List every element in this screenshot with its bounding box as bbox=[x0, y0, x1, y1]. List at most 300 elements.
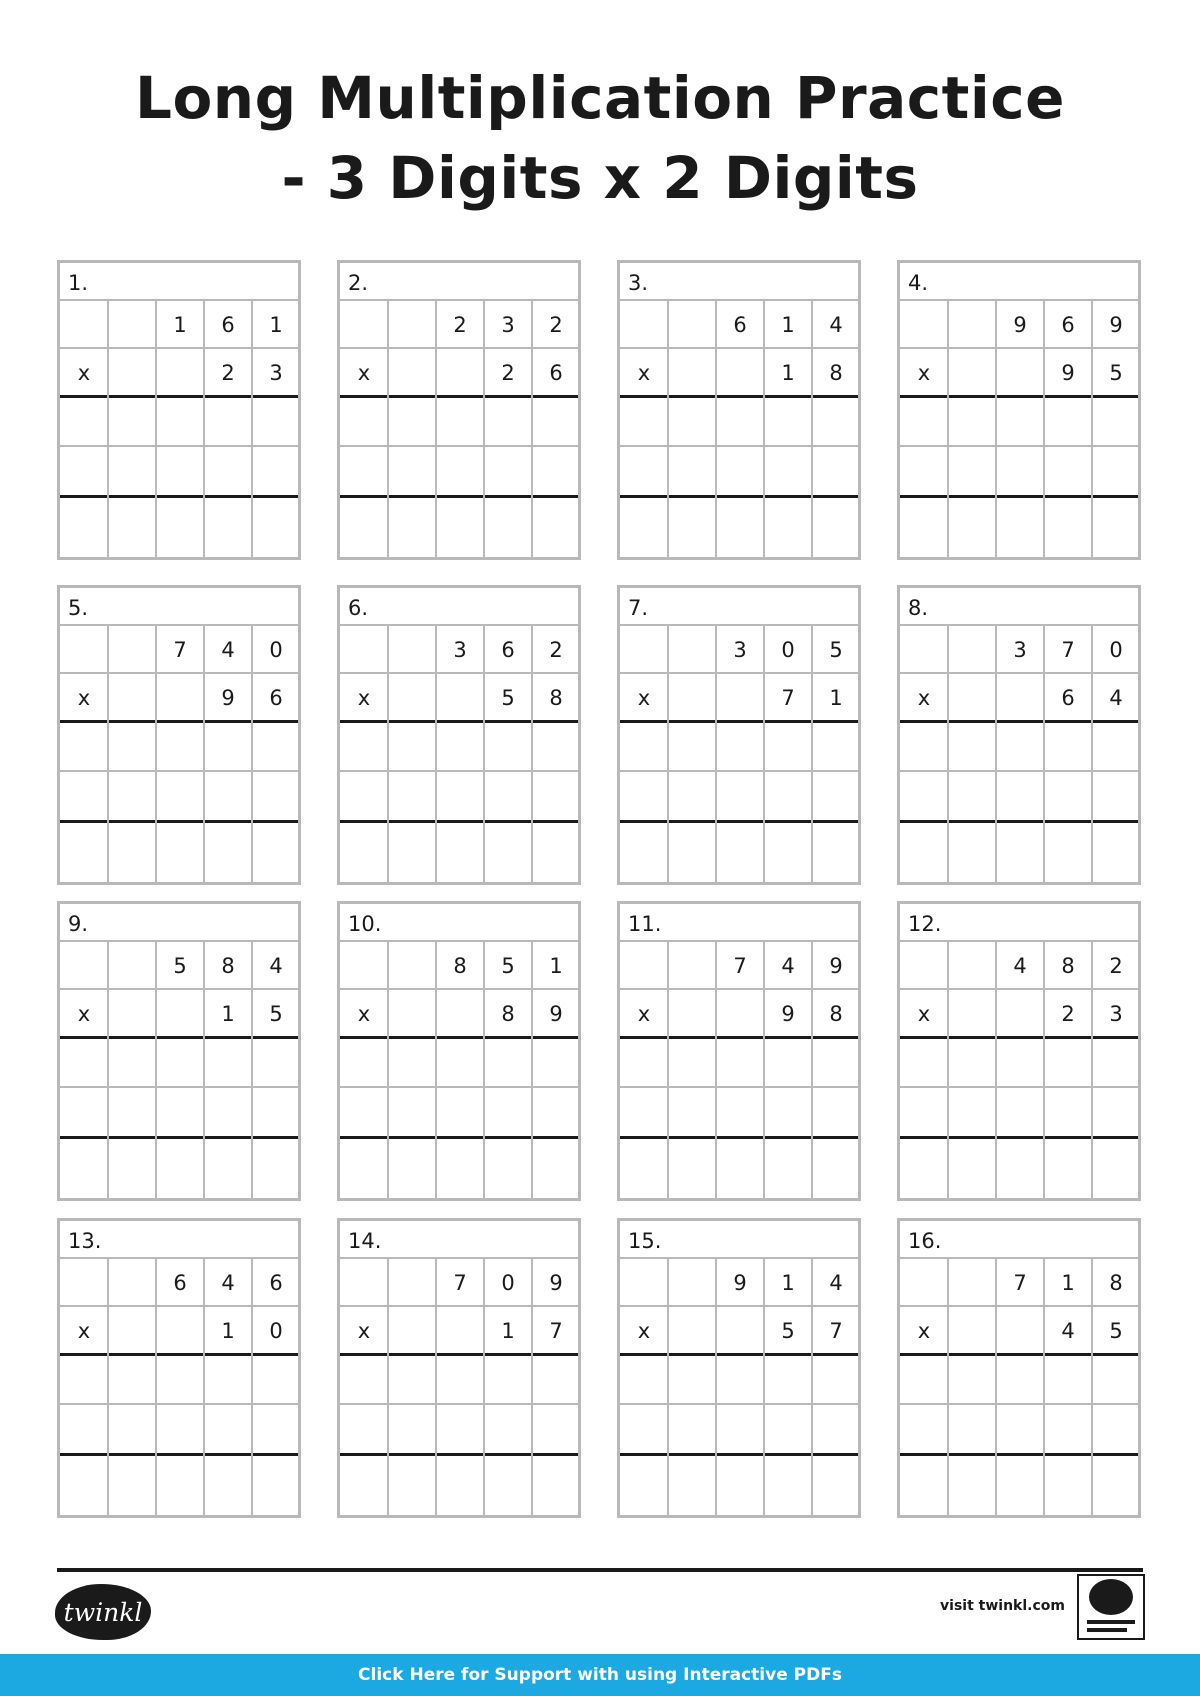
problem-15 bbox=[617, 1218, 861, 1518]
answer-cell[interactable] bbox=[388, 497, 436, 551]
answer-cell[interactable] bbox=[388, 1038, 436, 1088]
answer-cell[interactable] bbox=[1092, 722, 1140, 772]
answer-cell[interactable] bbox=[620, 497, 668, 551]
answer-cell[interactable] bbox=[812, 1088, 860, 1138]
multiply-sign: x bbox=[357, 361, 371, 385]
answer-cell[interactable] bbox=[668, 497, 716, 551]
answer-cell[interactable] bbox=[388, 1138, 436, 1192]
answer-cell[interactable] bbox=[1044, 1355, 1092, 1405]
answer-cell[interactable] bbox=[532, 397, 580, 447]
answer-cell[interactable] bbox=[252, 497, 300, 551]
answer-cell[interactable] bbox=[764, 1038, 812, 1088]
multiplier-digit: 2 bbox=[221, 361, 235, 385]
answer-cell[interactable] bbox=[1092, 822, 1140, 876]
answer-cell[interactable] bbox=[620, 722, 668, 772]
answer-cell[interactable] bbox=[156, 1355, 204, 1405]
multiplier-digit: 9 bbox=[221, 686, 235, 710]
answer-cell[interactable] bbox=[1044, 772, 1092, 822]
answer-cell[interactable] bbox=[948, 1405, 996, 1455]
problem-number: 11. bbox=[628, 912, 662, 936]
multiplier-digit: 7 bbox=[549, 1319, 563, 1343]
multiplicand-digit: 2 bbox=[453, 313, 467, 337]
answer-cell[interactable] bbox=[60, 772, 108, 822]
answer-cell[interactable] bbox=[1092, 1405, 1140, 1455]
answer-cell[interactable] bbox=[156, 1088, 204, 1138]
answer-cell[interactable] bbox=[948, 1138, 996, 1192]
answer-cell[interactable] bbox=[204, 722, 252, 772]
answer-cell[interactable] bbox=[812, 772, 860, 822]
answer-cell[interactable] bbox=[812, 1405, 860, 1455]
answer-cell[interactable] bbox=[340, 397, 388, 447]
answer-cell[interactable] bbox=[108, 822, 156, 876]
answer-cell[interactable] bbox=[716, 772, 764, 822]
multiplier-digit: 5 bbox=[501, 686, 515, 710]
answer-cell[interactable] bbox=[436, 1405, 484, 1455]
answer-cell[interactable] bbox=[60, 1138, 108, 1192]
answer-cell[interactable] bbox=[668, 447, 716, 497]
answer-cell[interactable] bbox=[716, 447, 764, 497]
answer-cell[interactable] bbox=[764, 1088, 812, 1138]
answer-cell[interactable] bbox=[436, 397, 484, 447]
answer-cell[interactable] bbox=[668, 822, 716, 876]
answer-cell[interactable] bbox=[996, 397, 1044, 447]
answer-cell[interactable] bbox=[436, 1138, 484, 1192]
answer-cell[interactable] bbox=[108, 1405, 156, 1455]
answer-cell[interactable] bbox=[436, 1455, 484, 1509]
answer-cell[interactable] bbox=[204, 1138, 252, 1192]
answer-cell[interactable] bbox=[948, 1088, 996, 1138]
answer-cell[interactable] bbox=[900, 1088, 948, 1138]
answer-cell[interactable] bbox=[204, 822, 252, 876]
answer-cell[interactable] bbox=[108, 497, 156, 551]
answer-cell[interactable] bbox=[996, 1138, 1044, 1192]
answer-cell[interactable] bbox=[1092, 1038, 1140, 1088]
answer-cell[interactable] bbox=[484, 822, 532, 876]
answer-cell[interactable] bbox=[668, 772, 716, 822]
answer-cell[interactable] bbox=[996, 822, 1044, 876]
problem-10 bbox=[337, 901, 581, 1201]
answer-cell[interactable] bbox=[252, 772, 300, 822]
answer-cell[interactable] bbox=[668, 1355, 716, 1405]
multiplicand-digit: 8 bbox=[1061, 954, 1075, 978]
multiplier-digit: 5 bbox=[1109, 361, 1123, 385]
answer-cell[interactable] bbox=[716, 1138, 764, 1192]
answer-cell[interactable] bbox=[340, 1088, 388, 1138]
answer-cell[interactable] bbox=[532, 772, 580, 822]
problem-number: 13. bbox=[68, 1229, 102, 1253]
multiplicand-digit: 4 bbox=[781, 954, 795, 978]
answer-cell[interactable] bbox=[1044, 1038, 1092, 1088]
answer-cell[interactable] bbox=[388, 1088, 436, 1138]
answer-cell[interactable] bbox=[996, 447, 1044, 497]
answer-cell[interactable] bbox=[436, 1088, 484, 1138]
answer-cell[interactable] bbox=[996, 1088, 1044, 1138]
answer-cell[interactable] bbox=[532, 497, 580, 551]
answer-cell[interactable] bbox=[716, 722, 764, 772]
answer-cell[interactable] bbox=[340, 722, 388, 772]
answer-cell[interactable] bbox=[948, 722, 996, 772]
problem-14 bbox=[337, 1218, 581, 1518]
answer-cell[interactable] bbox=[60, 397, 108, 447]
answer-cell[interactable] bbox=[716, 1455, 764, 1509]
answer-cell[interactable] bbox=[620, 1455, 668, 1509]
problem-number: 9. bbox=[68, 912, 89, 936]
answer-cell[interactable] bbox=[340, 1405, 388, 1455]
answer-cell[interactable] bbox=[764, 772, 812, 822]
answer-cell[interactable] bbox=[204, 1405, 252, 1455]
multiplicand-digit: 1 bbox=[549, 954, 563, 978]
multiplicand-digit: 6 bbox=[173, 1271, 187, 1295]
answer-cell[interactable] bbox=[156, 1138, 204, 1192]
answer-cell[interactable] bbox=[620, 397, 668, 447]
answer-cell[interactable] bbox=[484, 447, 532, 497]
problem-3 bbox=[617, 260, 861, 560]
problem-5 bbox=[57, 585, 301, 885]
answer-cell[interactable] bbox=[108, 1355, 156, 1405]
answer-cell[interactable] bbox=[996, 772, 1044, 822]
answer-cell[interactable] bbox=[340, 822, 388, 876]
answer-cell[interactable] bbox=[156, 497, 204, 551]
answer-cell[interactable] bbox=[108, 1455, 156, 1509]
answer-cell[interactable] bbox=[948, 497, 996, 551]
answer-cell[interactable] bbox=[436, 1355, 484, 1405]
answer-cell[interactable] bbox=[60, 822, 108, 876]
answer-cell[interactable] bbox=[764, 1355, 812, 1405]
answer-cell[interactable] bbox=[1044, 1405, 1092, 1455]
answer-cell[interactable] bbox=[108, 1138, 156, 1192]
answer-cell[interactable] bbox=[996, 497, 1044, 551]
answer-cell[interactable] bbox=[668, 1038, 716, 1088]
answer-cell[interactable] bbox=[620, 1355, 668, 1405]
answer-cell[interactable] bbox=[532, 722, 580, 772]
answer-cell[interactable] bbox=[812, 1455, 860, 1509]
answer-cell[interactable] bbox=[1044, 497, 1092, 551]
answer-cell[interactable] bbox=[436, 497, 484, 551]
multiplicand-digit: 1 bbox=[269, 313, 283, 337]
answer-cell[interactable] bbox=[436, 772, 484, 822]
answer-cell[interactable] bbox=[108, 722, 156, 772]
multiplier-digit: 3 bbox=[269, 361, 283, 385]
answer-cell[interactable] bbox=[1092, 1088, 1140, 1138]
answer-cell[interactable] bbox=[716, 822, 764, 876]
answer-cell[interactable] bbox=[388, 772, 436, 822]
answer-cell[interactable] bbox=[716, 1038, 764, 1088]
answer-cell[interactable] bbox=[620, 772, 668, 822]
answer-cell[interactable] bbox=[388, 722, 436, 772]
answer-cell[interactable] bbox=[156, 822, 204, 876]
answer-cell[interactable] bbox=[252, 722, 300, 772]
answer-cell[interactable] bbox=[996, 1038, 1044, 1088]
answer-cell[interactable] bbox=[900, 1038, 948, 1088]
answer-cell[interactable] bbox=[764, 1455, 812, 1509]
multiplicand-digit: 2 bbox=[549, 638, 563, 662]
answer-cell[interactable] bbox=[812, 722, 860, 772]
multiplicand-digit: 9 bbox=[1013, 313, 1027, 337]
multiplier-digit: 8 bbox=[501, 1002, 515, 1026]
answer-cell[interactable] bbox=[60, 1455, 108, 1509]
multiplier-digit: 1 bbox=[221, 1319, 235, 1343]
problem-number: 1. bbox=[68, 271, 89, 295]
answer-cell[interactable] bbox=[484, 497, 532, 551]
answer-cell[interactable] bbox=[812, 447, 860, 497]
answer-cell[interactable] bbox=[60, 497, 108, 551]
answer-cell[interactable] bbox=[436, 447, 484, 497]
answer-cell[interactable] bbox=[156, 397, 204, 447]
multiplicand-digit: 7 bbox=[453, 1271, 467, 1295]
answer-cell[interactable] bbox=[252, 1355, 300, 1405]
answer-cell[interactable] bbox=[204, 1038, 252, 1088]
answer-cell[interactable] bbox=[388, 822, 436, 876]
answer-cell[interactable] bbox=[900, 497, 948, 551]
answer-cell[interactable] bbox=[484, 1138, 532, 1192]
answer-cell[interactable] bbox=[948, 822, 996, 876]
multiplier-digit: 7 bbox=[781, 686, 795, 710]
answer-cell[interactable] bbox=[1044, 822, 1092, 876]
answer-cell[interactable] bbox=[484, 772, 532, 822]
answer-cell[interactable] bbox=[108, 397, 156, 447]
problem-number: 5. bbox=[68, 596, 89, 620]
answer-cell[interactable] bbox=[484, 1405, 532, 1455]
answer-cell[interactable] bbox=[340, 772, 388, 822]
answer-cell[interactable] bbox=[532, 822, 580, 876]
answer-cell[interactable] bbox=[204, 1088, 252, 1138]
answer-cell[interactable] bbox=[60, 1088, 108, 1138]
answer-cell[interactable] bbox=[764, 1138, 812, 1192]
answer-cell[interactable] bbox=[532, 1405, 580, 1455]
problem-6 bbox=[337, 585, 581, 885]
answer-cell[interactable] bbox=[1092, 1138, 1140, 1192]
visit-link-text: visit twinkl.com bbox=[940, 1598, 1065, 1614]
answer-cell[interactable] bbox=[156, 447, 204, 497]
answer-cell[interactable] bbox=[948, 772, 996, 822]
answer-cell[interactable] bbox=[668, 1138, 716, 1192]
answer-cell[interactable] bbox=[996, 722, 1044, 772]
answer-cell[interactable] bbox=[764, 397, 812, 447]
multiplicand-digit: 6 bbox=[1061, 313, 1075, 337]
answer-cell[interactable] bbox=[484, 1038, 532, 1088]
answer-cell[interactable] bbox=[252, 1455, 300, 1509]
multiplicand-digit: 7 bbox=[1013, 1271, 1027, 1295]
answer-cell[interactable] bbox=[108, 1088, 156, 1138]
answer-cell[interactable] bbox=[1092, 1355, 1140, 1405]
multiplicand-digit: 3 bbox=[501, 313, 515, 337]
answer-cell[interactable] bbox=[532, 1088, 580, 1138]
answer-cell[interactable] bbox=[764, 447, 812, 497]
answer-cell[interactable] bbox=[484, 1355, 532, 1405]
answer-cell[interactable] bbox=[1044, 447, 1092, 497]
answer-cell[interactable] bbox=[484, 722, 532, 772]
problem-number: 15. bbox=[628, 1229, 662, 1253]
answer-cell[interactable] bbox=[252, 1138, 300, 1192]
answer-cell[interactable] bbox=[156, 1405, 204, 1455]
multiply-sign: x bbox=[77, 361, 91, 385]
multiplicand-digit: 9 bbox=[549, 1271, 563, 1295]
support-link-bar[interactable] bbox=[0, 1654, 1200, 1696]
multiplicand-digit: 9 bbox=[733, 1271, 747, 1295]
answer-cell[interactable] bbox=[900, 822, 948, 876]
answer-cell[interactable] bbox=[436, 1038, 484, 1088]
answer-cell[interactable] bbox=[1092, 772, 1140, 822]
answer-cell[interactable] bbox=[204, 397, 252, 447]
answer-cell[interactable] bbox=[996, 1455, 1044, 1509]
answer-cell[interactable] bbox=[484, 397, 532, 447]
answer-cell[interactable] bbox=[204, 1455, 252, 1509]
answer-cell[interactable] bbox=[668, 722, 716, 772]
answer-cell[interactable] bbox=[812, 1038, 860, 1088]
multiply-sign: x bbox=[77, 1002, 91, 1026]
answer-cell[interactable] bbox=[716, 1355, 764, 1405]
answer-cell[interactable] bbox=[388, 1405, 436, 1455]
answer-cell[interactable] bbox=[948, 1038, 996, 1088]
answer-cell[interactable] bbox=[620, 1405, 668, 1455]
answer-cell[interactable] bbox=[388, 1455, 436, 1509]
answer-cell[interactable] bbox=[532, 1138, 580, 1192]
answer-cell[interactable] bbox=[484, 1088, 532, 1138]
answer-cell[interactable] bbox=[1092, 497, 1140, 551]
answer-cell[interactable] bbox=[436, 822, 484, 876]
answer-cell[interactable] bbox=[60, 1355, 108, 1405]
answer-cell[interactable] bbox=[252, 1088, 300, 1138]
answer-cell[interactable] bbox=[252, 1038, 300, 1088]
multiplicand-digit: 2 bbox=[1109, 954, 1123, 978]
answer-cell[interactable] bbox=[812, 397, 860, 447]
answer-cell[interactable] bbox=[156, 1455, 204, 1509]
answer-cell[interactable] bbox=[156, 1038, 204, 1088]
answer-cell[interactable] bbox=[716, 1405, 764, 1455]
answer-cell[interactable] bbox=[60, 1038, 108, 1088]
answer-cell[interactable] bbox=[948, 447, 996, 497]
answer-cell[interactable] bbox=[764, 722, 812, 772]
answer-cell[interactable] bbox=[108, 1038, 156, 1088]
multiplier-digit: 5 bbox=[1109, 1319, 1123, 1343]
answer-cell[interactable] bbox=[996, 1355, 1044, 1405]
answer-cell[interactable] bbox=[204, 447, 252, 497]
answer-cell[interactable] bbox=[620, 447, 668, 497]
answer-cell[interactable] bbox=[156, 722, 204, 772]
answer-cell[interactable] bbox=[620, 1088, 668, 1138]
answer-cell[interactable] bbox=[60, 1405, 108, 1455]
answer-cell[interactable] bbox=[812, 497, 860, 551]
answer-cell[interactable] bbox=[340, 1138, 388, 1192]
answer-cell[interactable] bbox=[620, 822, 668, 876]
answer-cell[interactable] bbox=[108, 772, 156, 822]
answer-cell[interactable] bbox=[900, 1405, 948, 1455]
answer-cell[interactable] bbox=[340, 497, 388, 551]
problem-9 bbox=[57, 901, 301, 1201]
multiplier-digit: 6 bbox=[549, 361, 563, 385]
answer-cell[interactable] bbox=[900, 1455, 948, 1509]
answer-cell[interactable] bbox=[388, 447, 436, 497]
answer-cell[interactable] bbox=[812, 1138, 860, 1192]
answer-cell[interactable] bbox=[764, 497, 812, 551]
problem-number: 2. bbox=[348, 271, 369, 295]
answer-cell[interactable] bbox=[252, 1405, 300, 1455]
answer-cell[interactable] bbox=[340, 1355, 388, 1405]
answer-cell[interactable] bbox=[716, 497, 764, 551]
multiplier-digit: 9 bbox=[549, 1002, 563, 1026]
answer-cell[interactable] bbox=[340, 1038, 388, 1088]
answer-cell[interactable] bbox=[900, 397, 948, 447]
multiply-sign: x bbox=[77, 1319, 91, 1343]
answer-cell[interactable] bbox=[532, 1038, 580, 1088]
answer-cell[interactable] bbox=[388, 397, 436, 447]
multiplicand-digit: 3 bbox=[453, 638, 467, 662]
answer-cell[interactable] bbox=[668, 397, 716, 447]
answer-cell[interactable] bbox=[204, 497, 252, 551]
answer-cell[interactable] bbox=[668, 1405, 716, 1455]
answer-cell[interactable] bbox=[252, 397, 300, 447]
answer-cell[interactable] bbox=[108, 447, 156, 497]
answer-cell[interactable] bbox=[948, 1355, 996, 1405]
answer-cell[interactable] bbox=[948, 397, 996, 447]
answer-cell[interactable] bbox=[716, 1088, 764, 1138]
answer-cell[interactable] bbox=[1044, 1088, 1092, 1138]
answer-cell[interactable] bbox=[532, 1355, 580, 1405]
answer-cell[interactable] bbox=[60, 722, 108, 772]
multiplicand-digit: 6 bbox=[501, 638, 515, 662]
multiplier-digit: 9 bbox=[781, 1002, 795, 1026]
answer-cell[interactable] bbox=[1044, 1138, 1092, 1192]
answer-cell[interactable] bbox=[1092, 1455, 1140, 1509]
answer-cell[interactable] bbox=[900, 722, 948, 772]
answer-cell[interactable] bbox=[900, 1355, 948, 1405]
answer-cell[interactable] bbox=[996, 1405, 1044, 1455]
answer-cell[interactable] bbox=[900, 447, 948, 497]
answer-cell[interactable] bbox=[388, 1355, 436, 1405]
answer-cell[interactable] bbox=[900, 1138, 948, 1192]
answer-cell[interactable] bbox=[1044, 397, 1092, 447]
multiply-sign: x bbox=[637, 686, 651, 710]
answer-cell[interactable] bbox=[484, 1455, 532, 1509]
answer-cell[interactable] bbox=[340, 1455, 388, 1509]
answer-cell[interactable] bbox=[620, 1038, 668, 1088]
answer-cell[interactable] bbox=[532, 447, 580, 497]
answer-cell[interactable] bbox=[1044, 1455, 1092, 1509]
answer-cell[interactable] bbox=[204, 772, 252, 822]
multiplicand-digit: 8 bbox=[221, 954, 235, 978]
answer-cell[interactable] bbox=[620, 1138, 668, 1192]
answer-cell[interactable] bbox=[60, 447, 108, 497]
answer-cell[interactable] bbox=[668, 1455, 716, 1509]
answer-cell[interactable] bbox=[764, 1405, 812, 1455]
answer-cell[interactable] bbox=[668, 1088, 716, 1138]
answer-cell[interactable] bbox=[1044, 722, 1092, 772]
support-link-label[interactable]: Click Here for Support with using Interactive PDFs bbox=[358, 1665, 842, 1685]
answer-cell[interactable] bbox=[764, 822, 812, 876]
answer-cell[interactable] bbox=[900, 772, 948, 822]
answer-cell[interactable] bbox=[340, 447, 388, 497]
answer-cell[interactable] bbox=[812, 1355, 860, 1405]
multiply-sign: x bbox=[357, 1002, 371, 1026]
answer-cell[interactable] bbox=[948, 1455, 996, 1509]
answer-cell[interactable] bbox=[252, 822, 300, 876]
multiplier-digit: 9 bbox=[1061, 361, 1075, 385]
answer-cell[interactable] bbox=[532, 1455, 580, 1509]
answer-cell[interactable] bbox=[1092, 447, 1140, 497]
multiplicand-digit: 4 bbox=[221, 1271, 235, 1295]
multiplicand-digit: 5 bbox=[829, 638, 843, 662]
answer-cell[interactable] bbox=[812, 822, 860, 876]
multiplier-digit: 8 bbox=[549, 686, 563, 710]
answer-cell[interactable] bbox=[156, 772, 204, 822]
answer-cell[interactable] bbox=[716, 397, 764, 447]
answer-cell[interactable] bbox=[252, 447, 300, 497]
answer-cell[interactable] bbox=[1092, 397, 1140, 447]
answer-cell[interactable] bbox=[436, 722, 484, 772]
title-line-2: - 3 Digits x 2 Digits bbox=[281, 144, 919, 212]
answer-cell[interactable] bbox=[204, 1355, 252, 1405]
multiplicand-digit: 4 bbox=[829, 313, 843, 337]
